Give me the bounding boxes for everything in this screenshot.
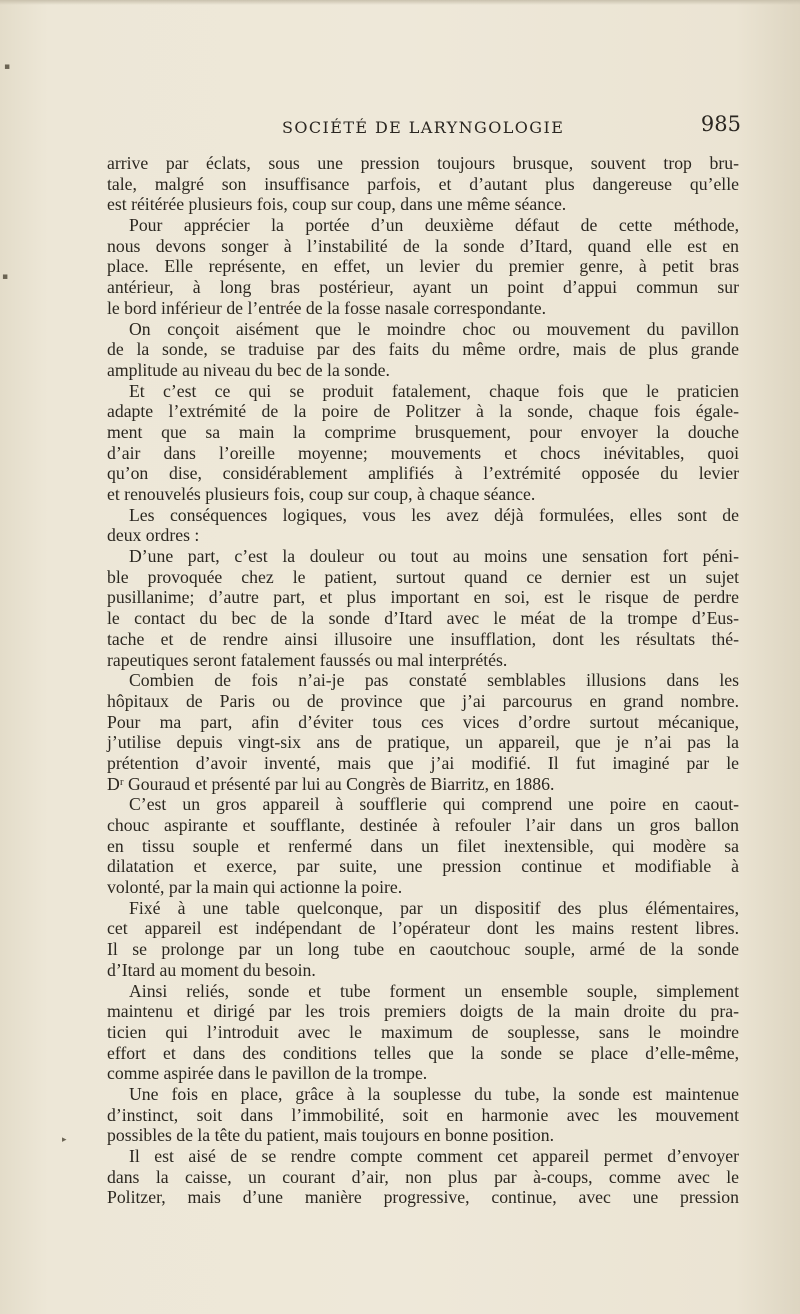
margin-speck: ▪ xyxy=(2,272,9,282)
text-line: tache et de rendre ainsi illusoire une insufflation, dont les résultats thé- xyxy=(107,628,739,649)
text-line: ble provoquée chez le patient, surtout quand ce dernier est un sujet xyxy=(107,566,739,587)
text-line: Et c’est ce qui se produit fatalement, chaque fois que le praticien xyxy=(129,380,739,401)
text-line: deux ordres : xyxy=(107,525,200,546)
text-line: rapeutiques seront fatalement faussés ou mal interprétés. xyxy=(107,649,508,670)
margin-speck: ▸ xyxy=(62,1135,67,1145)
text-line: D’une part, c’est la douleur ou tout au moins une sensation fort péni- xyxy=(129,546,739,567)
text-line: Il est aisé de se rendre compte comment cet appareil permet d’envoyer xyxy=(129,1146,739,1166)
text-line: Pour ma part, afin d’éviter tous ces vices d’ordre surtout mécanique, xyxy=(107,711,739,732)
text-line: j’utilise depuis vingt-six ans de pratique, un appareil, que je n’ai pas la xyxy=(107,732,739,753)
text-line: tale, malgré son insuffisance parfois, et d’autant plus dangereuse qu’elle xyxy=(107,173,739,194)
text-line: chouc aspirante et soufflante, destinée à refouler l’air dans un gros ballon xyxy=(107,815,739,835)
text-line: maintenu et dirigé par les trois premiers doigts de la main droite du pra- xyxy=(107,1001,739,1022)
text-line: nous devons songer à l’instabilité de la sonde d’Itard, quand elle est en xyxy=(107,235,739,256)
text-line: Pour apprécier la portée d’un deuxième défaut de cette méthode, xyxy=(129,215,739,236)
text-line: d’air dans l’oreille moyenne; mouvements et chocs inévitables, quoi xyxy=(107,442,739,463)
page-edge-shadow xyxy=(0,0,800,5)
text-line: Ainsi reliés, sonde et tube forment un ensemble souple, simplement xyxy=(129,980,739,1001)
text-line: Combien de fois n’ai-je pas constaté semblables illusions dans les xyxy=(129,670,739,691)
text-line: amplitude au niveau du bec de la sonde. xyxy=(107,359,390,380)
text-line: cet appareil est indépendant de l’opérateur dont les mains restent libres. xyxy=(107,918,739,939)
text-line: dans la caisse, un courant d’air, non plus par à-coups, comme avec le xyxy=(107,1166,739,1187)
text-line: On conçoit aisément que le moindre choc ou mouvement du pavillon xyxy=(129,318,739,339)
text-line: effort et dans des conditions telles que la sonde se place d’elle-même, xyxy=(107,1042,739,1063)
text-line: qu’on dise, considérablement amplifiés à l’extrémité opposée du levier xyxy=(107,463,739,484)
text-line: place. Elle représente, en effet, un levier du premier genre, à petit bras xyxy=(107,256,739,277)
text-line: C’est un gros appareil à soufflerie qui comprend une poire en caout- xyxy=(129,794,739,815)
text-line: possibles de la tête du patient, mais toujours en bonne position. xyxy=(107,1125,555,1146)
text-line: dilatation et exerce, par suite, une pression continue et modifiable à xyxy=(107,856,739,877)
text-line: est réitérée plusieurs fois, coup sur coup, dans une même séance. xyxy=(107,194,567,215)
body-text xyxy=(107,153,739,1208)
text-line: en tissu souple et renfermé dans un filet inextensible, qui modère sa xyxy=(107,835,739,856)
text-line: Dʳ Gouraud et présenté par lui au Congrès de Biarritz, en 1886. xyxy=(107,773,555,794)
text-line: Les conséquences logiques, vous les avez déjà formulées, elles sont de xyxy=(129,504,739,525)
running-title: SOCIÉTÉ DE LARYNGOLOGIE xyxy=(282,118,565,137)
margin-speck: ▪ xyxy=(4,62,11,72)
text-line: volonté, par la main qui actionne la poire. xyxy=(107,877,403,898)
text-line: d’instinct, soit dans l’immobilité, soit en harmonie avec les mouvement xyxy=(107,1104,739,1125)
page-number: 985 xyxy=(700,112,741,136)
text-line: et renouvelés plusieurs fois, coup sur coup, à chaque séance. xyxy=(107,484,536,504)
text-line: pusillanime; d’autre part, et plus important en soi, est le risque de perdre xyxy=(107,587,739,608)
text-line: de la sonde, se traduise par des faits du même ordre, mais de plus grande xyxy=(107,339,739,360)
text-line: le contact du bec de la sonde d’Itard avec le méat de la trompe d’Eus- xyxy=(107,608,739,629)
text-line: arrive par éclats, sous une pression toujours brusque, souvent trop bru- xyxy=(107,153,739,173)
text-line: Une fois en place, grâce à la souplesse du tube, la sonde est maintenue xyxy=(129,1083,739,1104)
text-line: Fixé à une table quelconque, par un dispositif des plus élémentaires, xyxy=(129,897,739,918)
text-line: Politzer, mais d’une manière progressive, continue, avec une pression xyxy=(107,1187,739,1208)
text-line: prétention d’avoir inventé, mais que j’ai modifié. Il fut imaginé par le xyxy=(107,752,739,773)
text-line: le bord inférieur de l’entrée de la fosse nasale correspondante. xyxy=(107,297,547,318)
text-line: ticien qui l’introduit avec le maximum de souplesse, sans le moindre xyxy=(107,1021,739,1042)
text-line: antérieur, à long bras postérieur, ayant un point d’appui commun sur xyxy=(107,277,739,298)
text-line: comme aspirée dans le pavillon de la trompe. xyxy=(107,1063,428,1084)
page-header xyxy=(107,112,743,142)
text-line: adapte l’extrémité de la poire de Politzer à la sonde, chaque fois égale- xyxy=(107,401,739,422)
text-line: ment que sa main la comprime brusquement, pour envoyer la douche xyxy=(107,421,739,442)
text-line: d’Itard au moment du besoin. xyxy=(107,959,316,980)
text-line: hôpitaux de Paris ou de province que j’ai parcourus en grand nombre. xyxy=(107,690,739,711)
text-line: Il se prolonge par un long tube en caoutchouc souple, armé de la sonde xyxy=(107,939,739,960)
